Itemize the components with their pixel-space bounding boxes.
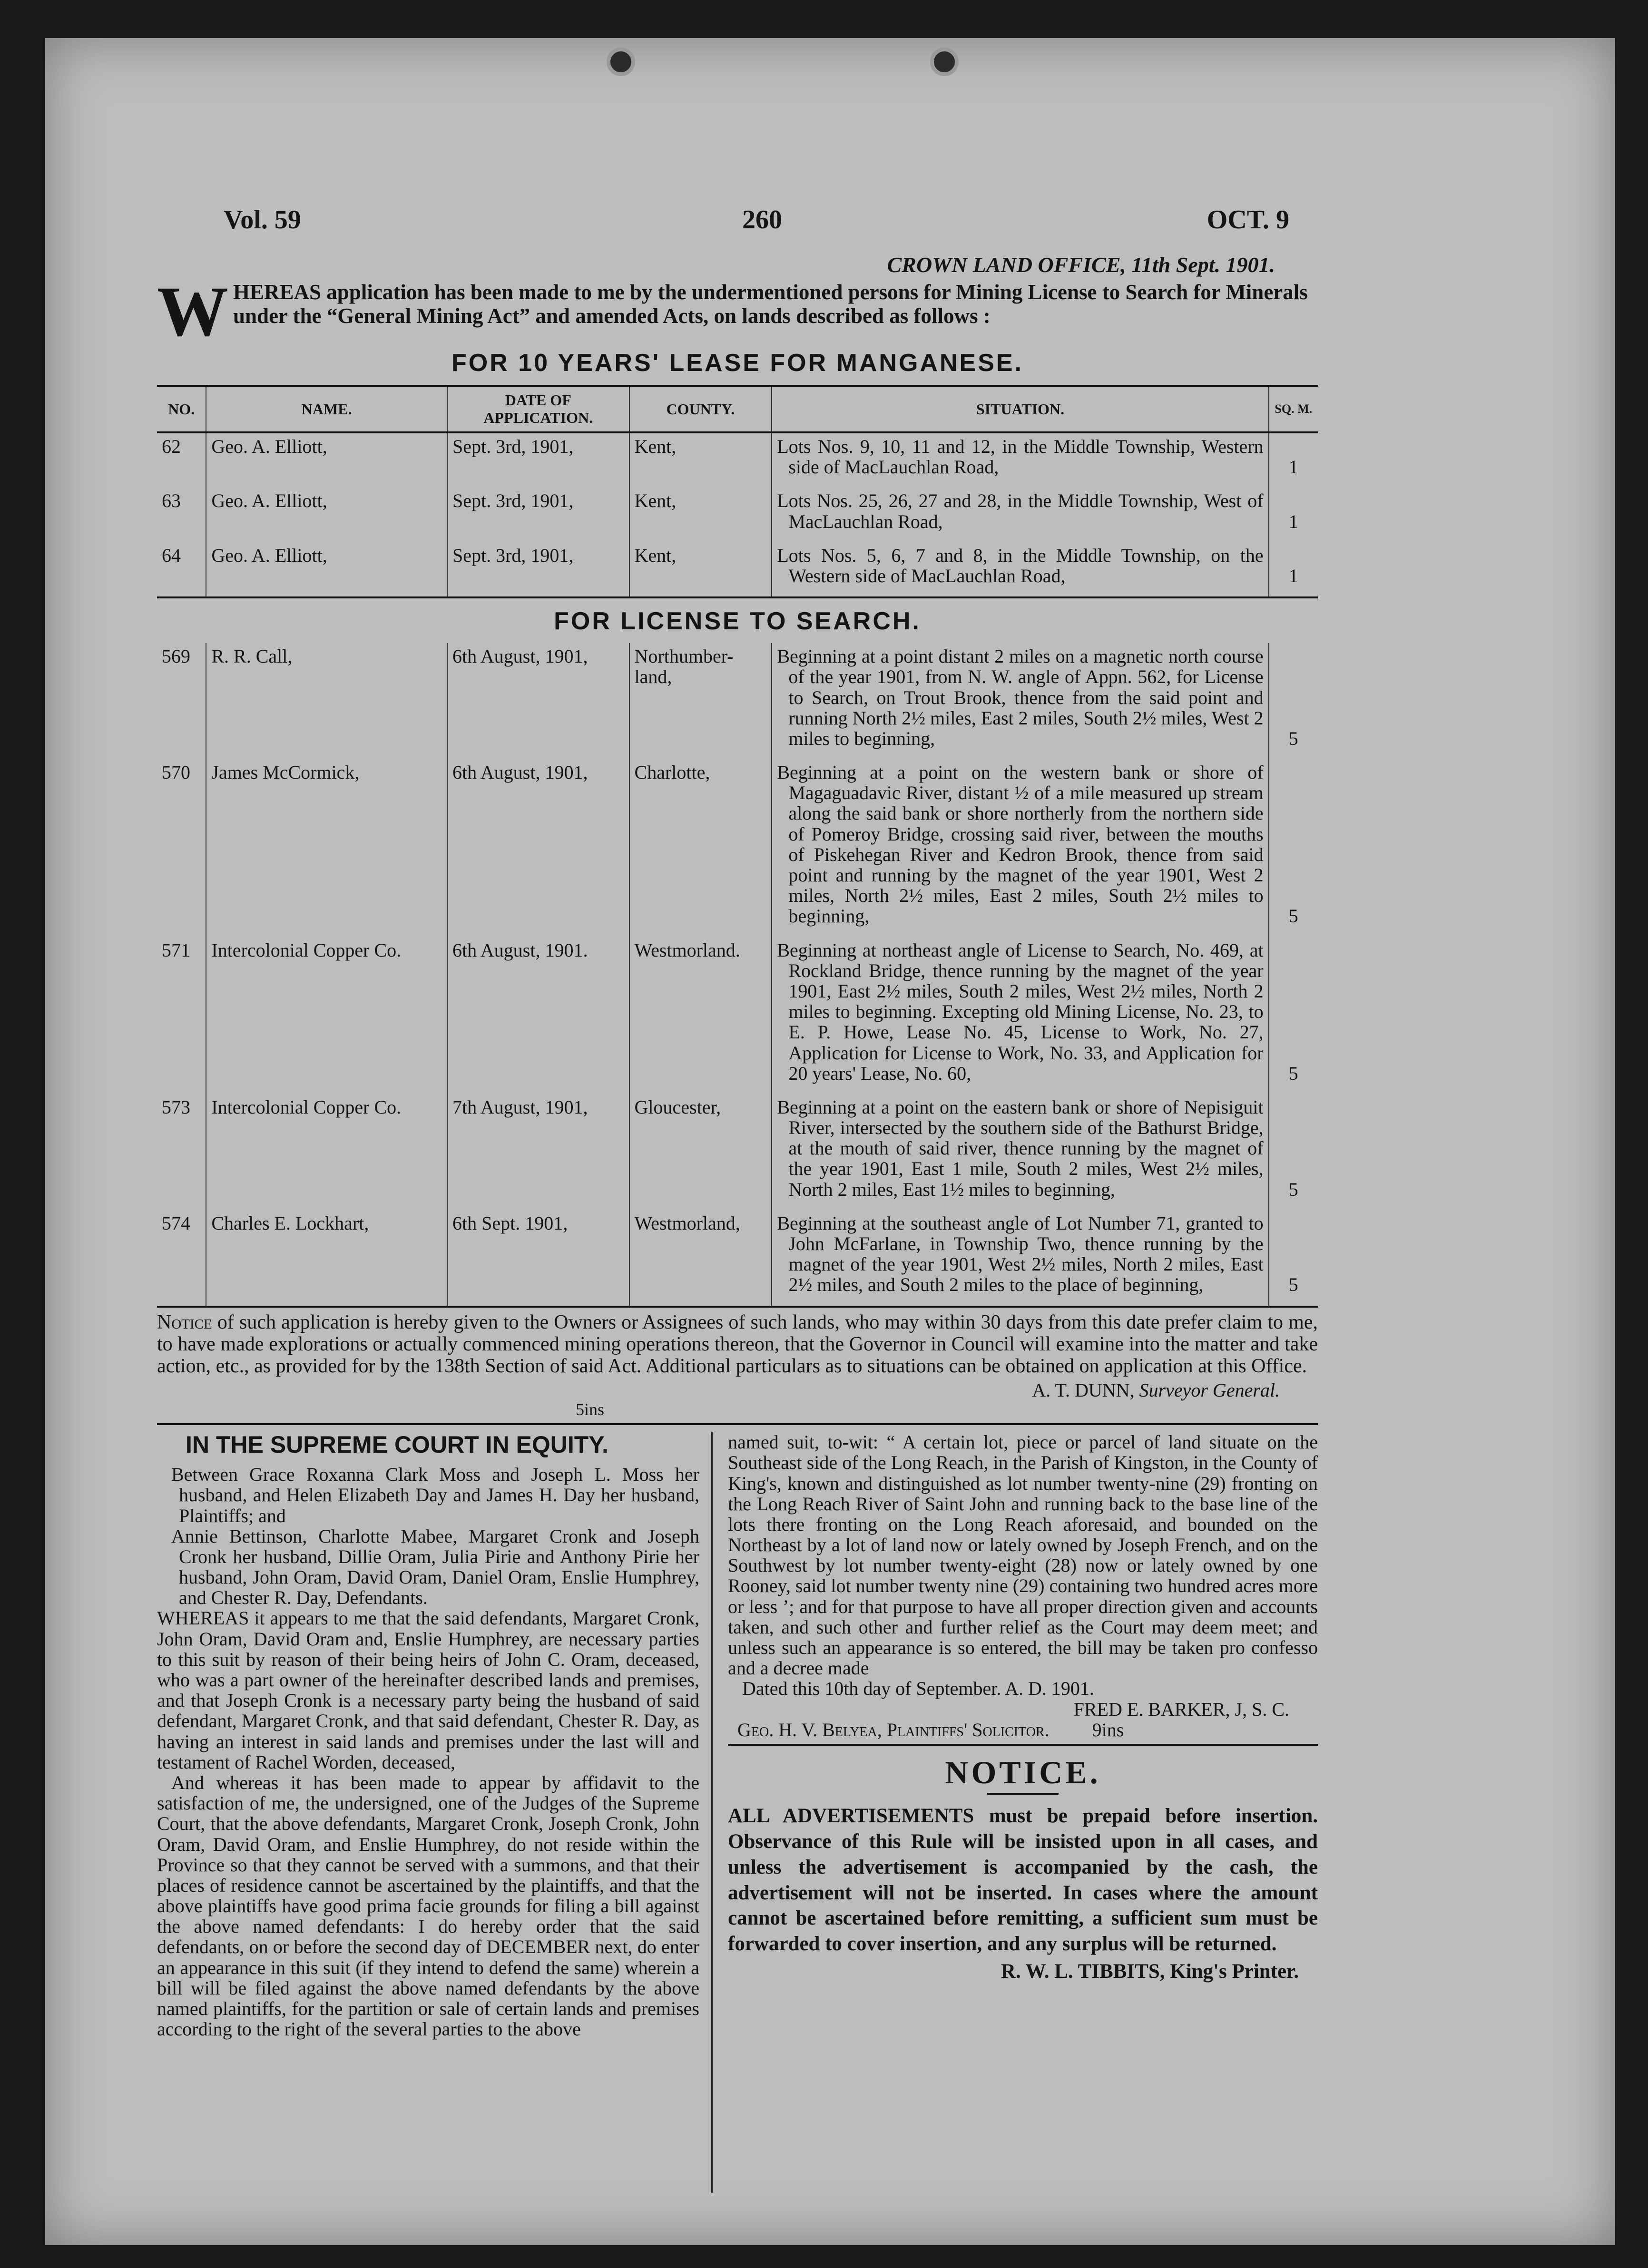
row-date: 7th August, 1901, <box>447 1094 629 1210</box>
solicitor-line <box>728 1720 1318 1740</box>
equity-continuation: named suit, to-wit: “ A certain lot, piece or parcel of land situate on the Southeast side of the Long Reach, in the Parish of Kingston, in the County of King's, known and distinguished as lot number twenty-nine (29) fronting on the Long Reach River of Saint John and running back to the base line of the lots there fronting on the Long Reach aforesaid, and bounded on the Northeast by a lot of land now or lately owned by Joseph French, and on the Southwest by lot number twenty-eight (28) now or lately owned by one Rooney, said lot number twenty nine (29) containing two hundred acres more or less ’; and for that purpose to have all proper direction given and accounts taken, and such other and further relief as the Court may deem meet; and unless such an appearance is so entered, the bill may be taken pro confesso and a decree made <box>728 1431 1318 1679</box>
page-number: 260 <box>742 205 782 235</box>
issue-date: OCT. 9 <box>1207 205 1289 235</box>
table-row <box>157 937 1318 1094</box>
row-date: Sept. 3rd, 1901, <box>447 542 629 597</box>
row-no: 63 <box>162 490 181 512</box>
row-situation: Beginning at a point on the western bank or shore of Magaguadavic River, distant ½ of a mile measured up stream along the said bank or shore northerly from the northern side of Pomeroy Bridge, crossing said river, between the mouths of Piskehegan River and Kedron Brook, thence from said point and running by the magnet of the year 1901, West 2 miles, North 2½ miles, East 2 miles, South 2½ miles to beginning, <box>772 759 1268 937</box>
signer-title: Surveyor General. <box>1139 1379 1280 1401</box>
printer-signature: R. W. L. TIBBITS, King's Printer. <box>1001 1960 1299 1983</box>
row-date: Sept. 3rd, 1901, <box>447 488 629 542</box>
row-name: Geo. A. Elliott, <box>206 542 447 597</box>
row-situation: Beginning at the southeast angle of Lot Number 71, granted to John McFarlane, in Township Two, thence running by the magnet of the year 1901, West 2½ miles, North 2 miles, East 2½ miles, and South 2 miles to the place of beginning, <box>772 1210 1268 1306</box>
lease-table <box>157 385 1318 598</box>
row-sqm: 1 <box>1269 488 1318 542</box>
short-rule <box>987 1793 1059 1795</box>
table-row <box>157 488 1318 542</box>
surveyor-signature <box>157 1379 1318 1401</box>
row-date: 6th Sept. 1901, <box>447 1210 629 1306</box>
row-county: Gloucester, <box>629 1094 772 1210</box>
row-no: 570 <box>162 762 190 783</box>
row-county: Westmorland. <box>629 937 772 1094</box>
col-date: DATE OF APPLICATION. <box>447 386 629 432</box>
col-situation: SITUATION. <box>772 386 1268 432</box>
row-county: Kent, <box>629 432 772 488</box>
row-situation: Beginning at a point distant 2 miles on a magnetic north course of the year 1901, from N. W. angle of Appn. 562, for License to Search, on Trout Brook, thence from the said point and running North 2½ miles, East 2 miles, South 2½ miles, West 2 miles to beginning, <box>772 643 1268 759</box>
table-row <box>157 1210 1318 1306</box>
row-date: 6th August, 1901. <box>447 937 629 1094</box>
row-name: James McCormick, <box>206 759 447 937</box>
equity-affidavit: And whereas it has been made to appear by affidavit to the satisfaction of me, the undersigned, one of the Judges of the Supreme Court, that the above defendants, Margaret Cronk, Joseph Cronk, John Oram, David Oram, and Enslie Humphrey, do not reside within the Province so that they cannot be served with a summons, and that their places of residence cannot be ascertained by the plaintiffs, and that the above plaintiffs have good prima facie grounds for filing a bill against the above named defendants: I do hereby order that the said defendants, on or before the second day of DECEMBER next, do enter an appearance in this suit (if they intend to defend the same) wherein a bill will be filed against the above named defendants by the above named plaintiffs, for the partition or sale of certain lands and premises according to the right of the several parties to the above <box>157 1771 699 2040</box>
table-row <box>157 432 1318 488</box>
search-table <box>157 643 1318 1305</box>
row-name: Geo. A. Elliott, <box>206 488 447 542</box>
right-column <box>728 1432 1318 1983</box>
row-sqm: 5 <box>1269 937 1318 1094</box>
row-situation: Lots Nos. 9, 10, 11 and 12, in the Middle Township, Western side of MacLauchlan Road, <box>772 432 1268 488</box>
page-content <box>157 205 1318 2240</box>
row-no: 573 <box>162 1096 190 1118</box>
page-header <box>157 205 1318 247</box>
row-no: 569 <box>162 645 190 667</box>
office-line: CROWN LAND OFFICE, 11th Sept. 1901. <box>887 253 1275 277</box>
row-no: 574 <box>162 1212 190 1234</box>
printer-notice-text: ALL ADVERTISEMENTS must be prepaid before insertion. Observance of this Rule will be insisted upon in all cases, and unless the advertisement is accompanied by the cash, the advertisement will not be inserted. In cases where the amount cannot be ascertained before remitting, a sufficient sum must be forwarded to cover insertion, and any surplus will be returned. <box>728 1805 1318 1955</box>
row-name: R. R. Call, <box>206 643 447 759</box>
row-county: Westmorland, <box>629 1210 772 1306</box>
equity-parties-plaintiffs: Between Grace Roxanna Clark Moss and Joseph L. Moss her husband, and Helen Elizabeth Day and James H. Day her husband, Plaintiffs; and <box>171 1464 699 1526</box>
col-no: NO. <box>157 386 206 432</box>
judge-signature: FRED E. BARKER, J, S. C. <box>1073 1698 1289 1720</box>
binding-hole <box>607 48 635 76</box>
table-row <box>157 643 1318 759</box>
table-row <box>157 759 1318 937</box>
row-sqm: 1 <box>1269 542 1318 597</box>
equity-title: IN THE SUPREME COURT IN EQUITY. <box>186 1431 608 1458</box>
notice-lead: Notice <box>157 1311 212 1333</box>
equity-column <box>157 1432 699 2039</box>
row-situation: Beginning at a point on the eastern bank or shore of Nepisiguit River, intersected by the southern side of the Bathurst Bridge, at the mouth of said river, thence running by the magnet of the year 1901, East 1 mile, South 2 miles, West 2½ miles, North 2 miles, East 1½ miles to beginning, <box>772 1094 1268 1210</box>
divider-rule <box>157 1423 1318 1425</box>
row-date: 6th August, 1901, <box>447 643 629 759</box>
solicitor-name: Geo. H. V. Belyea, Plaintiffs' Solicitor. <box>737 1719 1050 1740</box>
two-column-section <box>157 1432 1318 2240</box>
row-name: Intercolonial Copper Co. <box>206 937 447 1094</box>
table-row <box>157 1094 1318 1210</box>
row-no: 64 <box>162 544 181 566</box>
volume-label: Vol. 59 <box>224 205 301 235</box>
row-no: 571 <box>162 939 190 961</box>
equity-insertions: 9ins <box>1092 1719 1124 1740</box>
row-situation: Lots Nos. 25, 26, 27 and 28, in the Middle Township, West of MacLauchlan Road, <box>772 488 1268 542</box>
row-sqm: 5 <box>1269 1210 1318 1306</box>
column-divider <box>711 1432 713 2193</box>
row-date: 6th August, 1901, <box>447 759 629 937</box>
col-county: COUNTY. <box>629 386 772 432</box>
row-county: Kent, <box>629 488 772 542</box>
row-sqm: 5 <box>1269 643 1318 759</box>
row-name: Geo. A. Elliott, <box>206 432 447 488</box>
row-situation: Beginning at northeast angle of License to Search, No. 469, at Rockland Bridge, thence running by the magnet of the year 1901, East 2½ miles, South 2 miles, West 2½ miles, North 2 miles to beginning. Excepting old Mining License, No. 23, to E. P. Howe, Lease No. 45, License to Work, No. 27, Application for License to Work, No. 33, and Application for 20 years' Lease, No. 60, <box>772 937 1268 1094</box>
row-name: Intercolonial Copper Co. <box>206 1094 447 1210</box>
row-county: Northumber-land, <box>629 643 772 759</box>
equity-dated: Dated this 10th day of September. A. D. 1901. <box>742 1678 1094 1700</box>
table-row <box>157 542 1318 597</box>
row-date: Sept. 3rd, 1901, <box>447 432 629 488</box>
signer-name: A. T. DUNN, <box>1032 1379 1135 1401</box>
equity-whereas: WHEREAS it appears to me that the said defendants, Margaret Cronk, John Oram, David Oram and, Enslie Humphrey, are necessary parties to this suit by reason of their being heirs of John C. Oram, deceased, who was a part owner of the hereinafter described lands and premises, and that Joseph Cronk is a necessary party being the husband of said defendant, Margaret Cronk, and that said defendant, Chester R. Day, as having an interest in said lands and premises under the last will and testament of Rachel Worden, deceased, <box>157 1607 699 1773</box>
notice-text: of such application is hereby given to the Owners or Assignees of such lands, who may within 30 days from this date prefer claim to me, to have made explorations or actually commenced mining operations thereon, that the Governor in Council will examine into the matter and take action, etc., as provided for by the 138th Section of said Act. Additional particulars as to situations can be obtained on application at this Office. <box>157 1311 1318 1377</box>
drop-cap: W <box>157 272 228 351</box>
row-sqm: 5 <box>1269 1094 1318 1210</box>
whereas-paragraph <box>157 272 1318 351</box>
section-title-manganese: FOR 10 YEARS' LEASE FOR MANGANESE. <box>451 349 1024 377</box>
row-sqm: 5 <box>1269 759 1318 937</box>
mining-notice <box>157 1306 1318 1378</box>
row-sqm: 1 <box>1269 432 1318 488</box>
row-county: Charlotte, <box>629 759 772 937</box>
whereas-text: HEREAS application has been made to me by the undermentioned persons for Mining License to Search for Minerals under the “General Mining Act” and amended Acts, on lands described as follows : <box>233 280 1308 328</box>
col-name: NAME. <box>206 386 447 432</box>
row-name: Charles E. Lockhart, <box>206 1210 447 1306</box>
printer-notice-title: NOTICE. <box>945 1754 1101 1790</box>
section-title-search: FOR LICENSE TO SEARCH. <box>554 607 921 635</box>
col-sqm: SQ. M. <box>1269 386 1318 432</box>
insertion-count: 5ins <box>576 1400 605 1419</box>
divider-rule <box>728 1744 1318 1746</box>
row-no: 62 <box>162 436 181 457</box>
equity-parties-defendants: Annie Bettinson, Charlotte Mabee, Margaret Cronk and Joseph Cronk her husband, Dillie Oram, Julia Pirie and Anthony Pirie her husband, John Oram, David Oram, Daniel Oram, Enslie Humphrey, and Chester R. Day, Defendants. <box>171 1525 699 1609</box>
row-county: Kent, <box>629 542 772 597</box>
row-situation: Lots Nos. 5, 6, 7 and 8, in the Middle Township, on the Western side of MacLauchlan Road, <box>772 542 1268 597</box>
table-header-row <box>157 386 1318 432</box>
binding-hole <box>930 48 959 76</box>
